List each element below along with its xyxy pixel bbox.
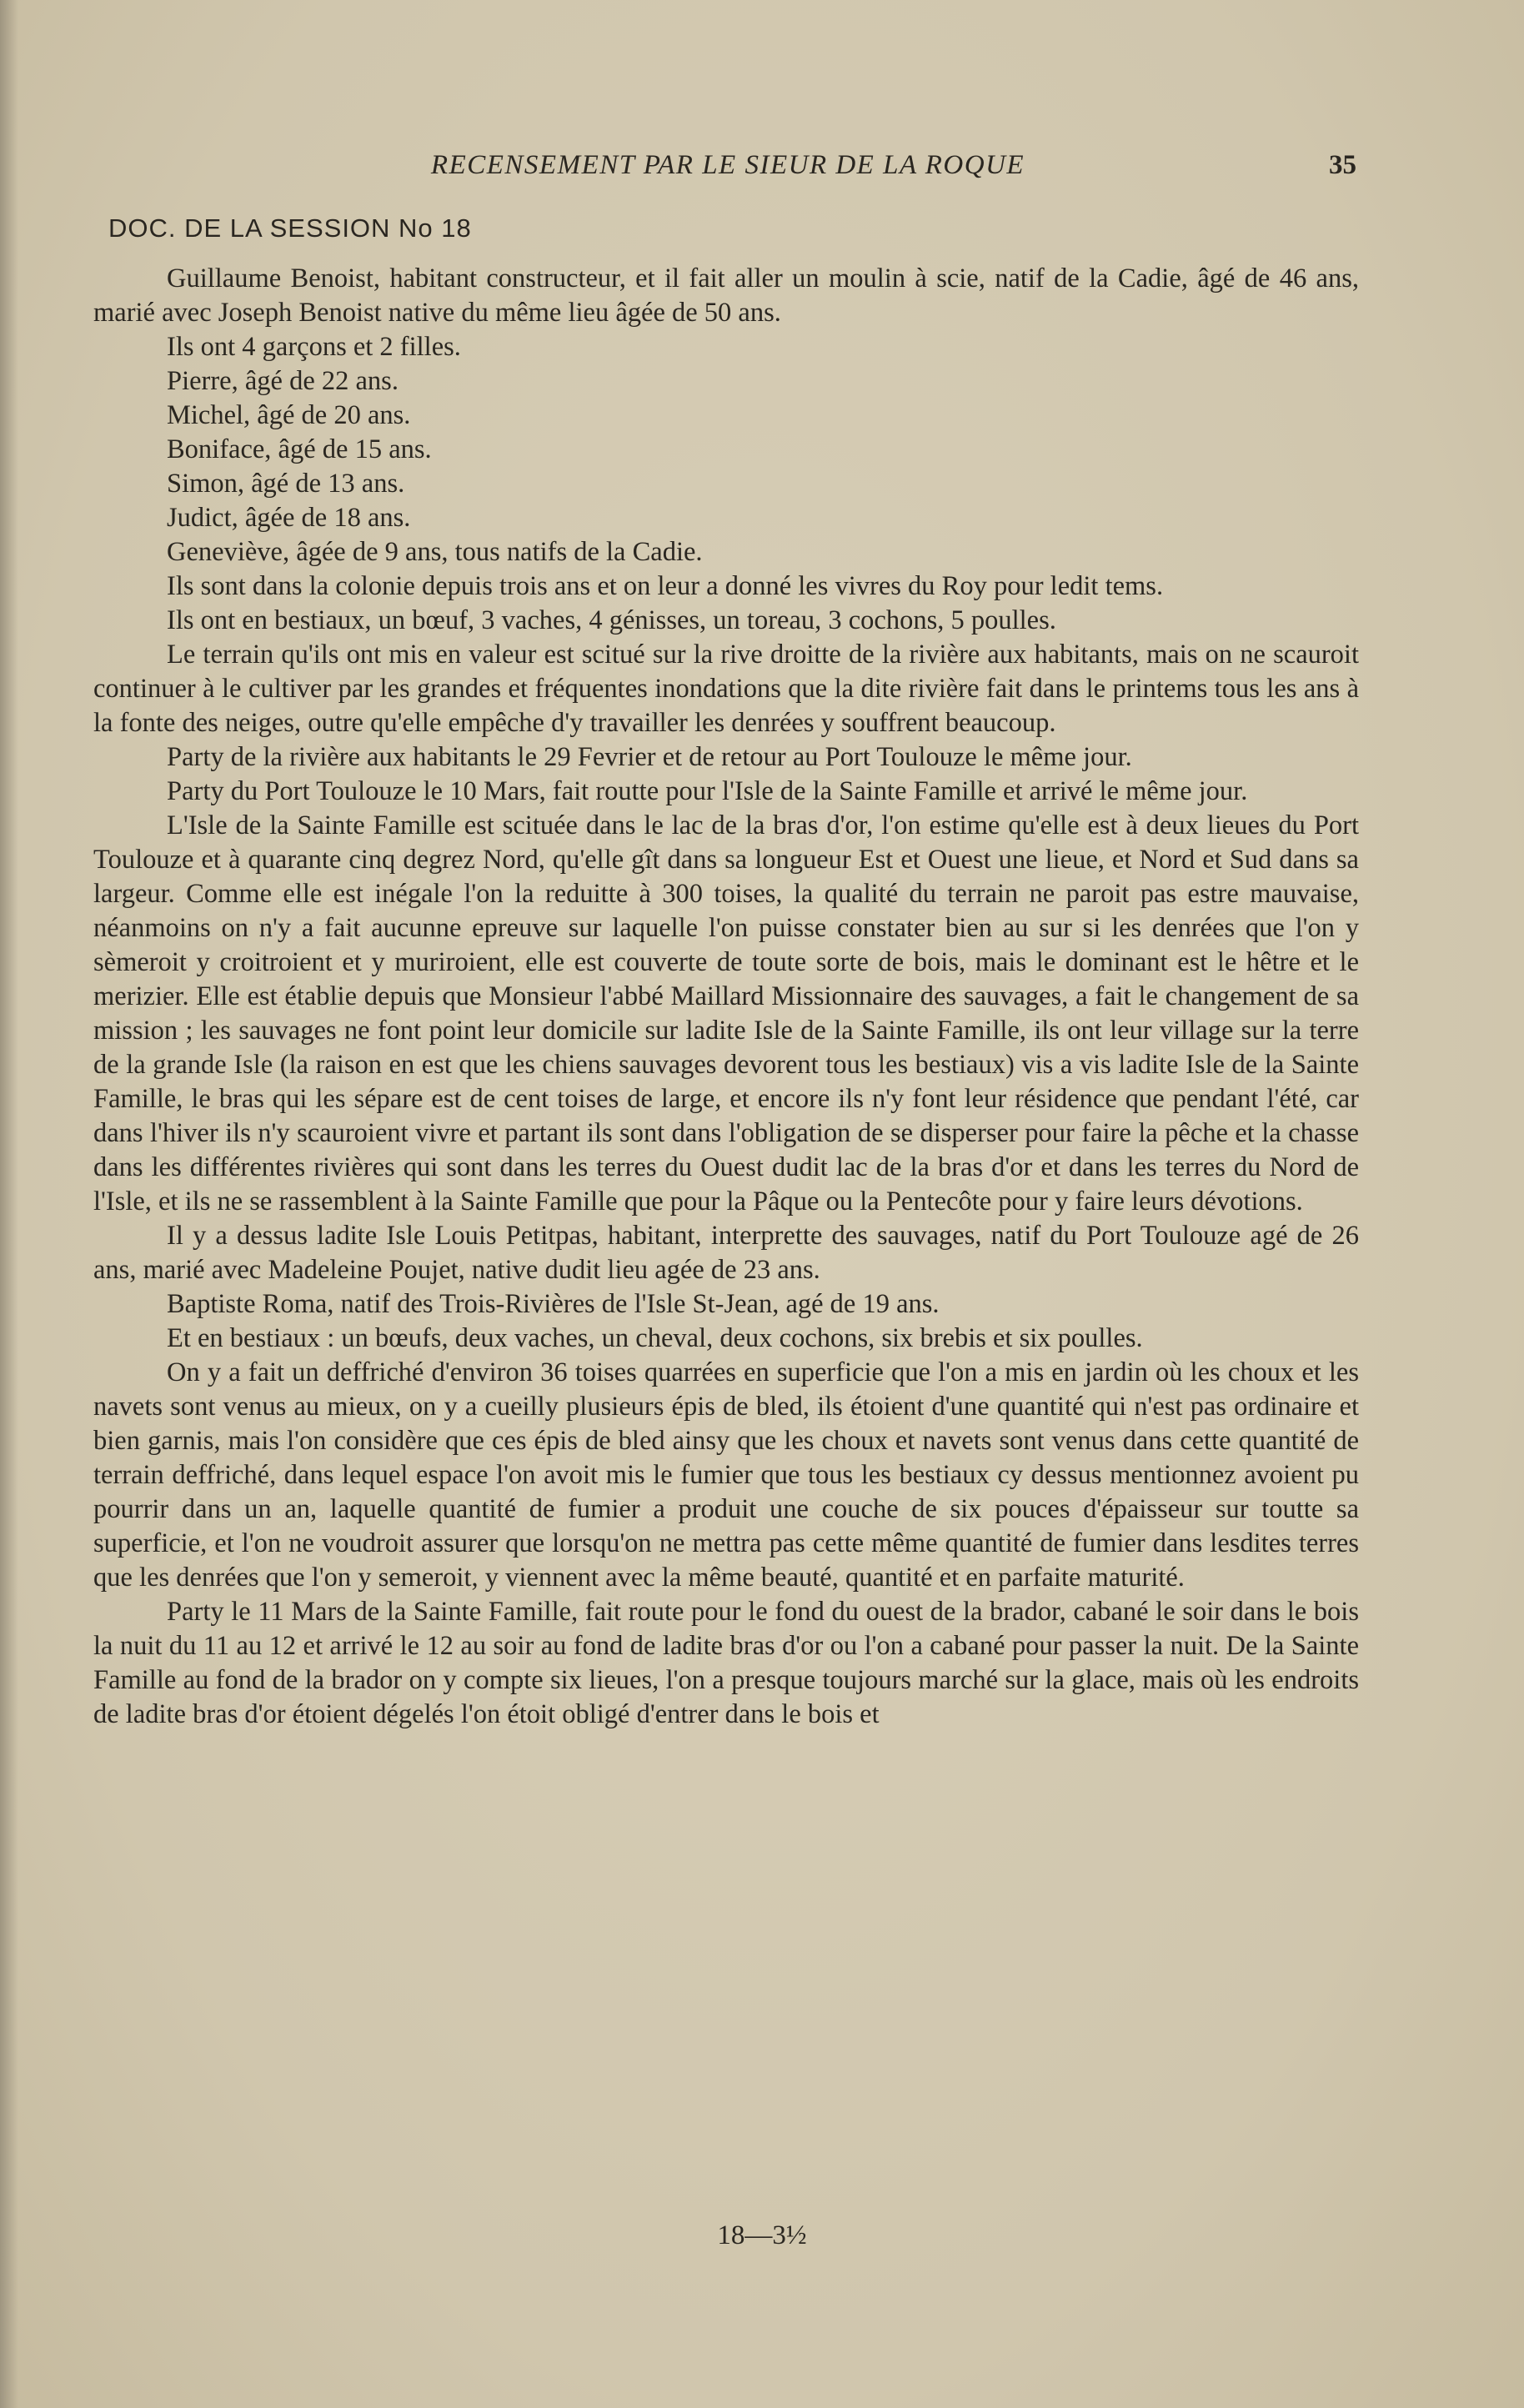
list-item-boniface: Boniface, âgé de 15 ans. <box>167 434 432 464</box>
paragraph-isle-sainte-famille: L'Isle de la Sainte Famille est scituée dans le lac de la bras d'or, l'on estime qu'elle est à deux lieues du Port Toulouze et à quarante cinq degrez Nord, qu'elle gît dans sa longueur Est et Ouest une lieue, et Nord et Sud dans sa largeur. Comme elle est inégale l'on la reduitte à 300 toises, la qualité du terrain ne paroit pas estre mauvaise, néanmoins on n'y a fait aucunne epreuve sur laquelle l'on puisse constater bien au sur si les denrées que l'on y sèmeroit y croitroient et y muriroient, elle est couverte de toute sorte de bois, mais le dominant est le hêtre et le merizier. Elle est établie depuis que Monsieur l'abbé Maillard Missionnaire des sauvages, a fait le changement de sa mission ; les sauvages ne font point leur domicile sur ladite Isle de la Sainte Famille, ils ont leur village sur la terre de la grande Isle (la raison en est que les chiens sauvages devorent tous les bestiaux) vis a vis ladite Isle de la Sainte Famille, le bras qui les sépare est de cent toises de large, et encore ils n'y font leur résidence que pendant l'été, car dans l'hiver ils n'y scauroient vivre et partant ils sont dans l'obligation de se disperser pour faire la pêche et la chasse dans les différentes rivières qui sont dans les terres du Ouest dudit lac de la bras d'or et dans les terres du Nord de l'Isle, et ils ne se rassemblent à la Sainte Famille que pour la Pâque ou la Pentecôte pour y faire leurs dévotions. <box>93 810 1359 1217</box>
paragraph-louis-petitpas: Il y a dessus ladite Isle Louis Petitpas, habitant, interprette des sauvages, natif du Port Toulouze agé de 26 ans, marié avec Madeleine Poujet, native dudit lieu agée de 23 ans. <box>93 1221 1359 1285</box>
running-title: RECENSEMENT PAR LE SIEUR DE LA ROQUE <box>430 150 1025 180</box>
binding-shadow <box>0 0 18 2408</box>
paragraph-benoist: Guillaume Benoist, habitant constructeur, et il fait aller un moulin à scie, natif de la Cadie, âgé de 46 ans, marié avec Joseph Benoist native du même lieu âgée de 50 ans. <box>93 263 1359 328</box>
session-doc-label: DOC. DE LA SESSION No 18 <box>108 213 472 243</box>
list-item-michel: Michel, âgé de 20 ans. <box>167 400 411 430</box>
body-text <box>93 262 1359 1732</box>
paragraph-terrain: Le terrain qu'ils ont mis en valeur est scitué sur la rive droitte de la rivière aux habitants, mais on ne scauroit continuer à le cultiver par les grandes et fréquentes inondations que la dite rivière fait dans le printems tous les ans à la fonte des neiges, outre qu'elle empêche d'y travailler les denrées y souffrent beaucoup. <box>93 640 1359 738</box>
list-item-judict: Judict, âgée de 18 ans. <box>167 503 411 533</box>
list-item-pierre: Pierre, âgé de 22 ans. <box>167 366 399 396</box>
paragraph-party-29-fevrier: Party de la rivière aux habitants le 29 Fevrier et de retour au Port Toulouze le même jour. <box>167 742 1132 772</box>
paragraph-baptiste-roma: Baptiste Roma, natif des Trois-Rivières de l'Isle St-Jean, agé de 19 ans. <box>167 1289 940 1319</box>
paragraph-colony-vivres: Ils sont dans la colonie depuis trois ans et on leur a donné les vivres du Roy pour ledit tems. <box>167 571 1164 601</box>
paragraph-bestiaux-isle: Et en bestiaux : un bœufs, deux vaches, un cheval, deux cochons, six brebis et six poulles. <box>167 1323 1143 1353</box>
list-item-genevieve: Geneviève, âgée de 9 ans, tous natifs de la Cadie. <box>167 537 703 567</box>
paragraph-party-11-mars: Party le 11 Mars de la Sainte Famille, fait route pour le fond du ouest de la brador, cabané le soir dans le bois la nuit du 11 au 12 et arrivé le 12 au soir au fond de ladite bras d'or ou l'on a cabané pour passer la nuit. De la Sainte Famille au fond de la brador on y compte six lieues, l'on a presque toujours marché sur la glace, mais où les endroits de ladite bras d'or étoient dégelés l'on étoit obligé d'entrer dans le bois et <box>93 1597 1359 1729</box>
page-number: 35 <box>1329 150 1356 180</box>
signature-mark: 18—3½ <box>717 2220 807 2250</box>
list-item-simon: Simon, âgé de 13 ans. <box>167 469 405 499</box>
paragraph-children-count: Ils ont 4 garçons et 2 filles. <box>167 332 461 362</box>
paragraph-deffriche: On y a fait un deffriché d'environ 36 toises quarrées en superficie que l'on a mis en jardin où les choux et les navets sont venus au mieux, on y a cueilly plusieurs épis de bled, ils étoient d'une quantité qui n'est pas ordinaire et bien garnis, mais l'on considère que ces épis de bled ainsy que les choux et navets sont venus dans cette quantité de terrain deffriché, dans lequel espace l'on avoit mis le fumier que tous les bestiaux cy dessus mentionnez avoient pu pourrir dans un an, laquelle quantité de fumier a produit une couche de six pouces d'épaisseur sur toutte sa superficie, et l'on ne voudroit assurer que lorsqu'on ne mettra pas cette même quantité de fumier dans lesdites terres que les denrées que l'on y semeroit, y viennent avec la même beauté, quantité et en parfaite maturité. <box>93 1357 1359 1593</box>
paragraph-bestiaux: Ils ont en bestiaux, un bœuf, 3 vaches, 4 génisses, un toreau, 3 cochons, 5 poulles. <box>167 605 1056 635</box>
paragraph-party-10-mars: Party du Port Toulouze le 10 Mars, fait routte pour l'Isle de la Sainte Famille et arrivé le même jour. <box>167 776 1248 806</box>
